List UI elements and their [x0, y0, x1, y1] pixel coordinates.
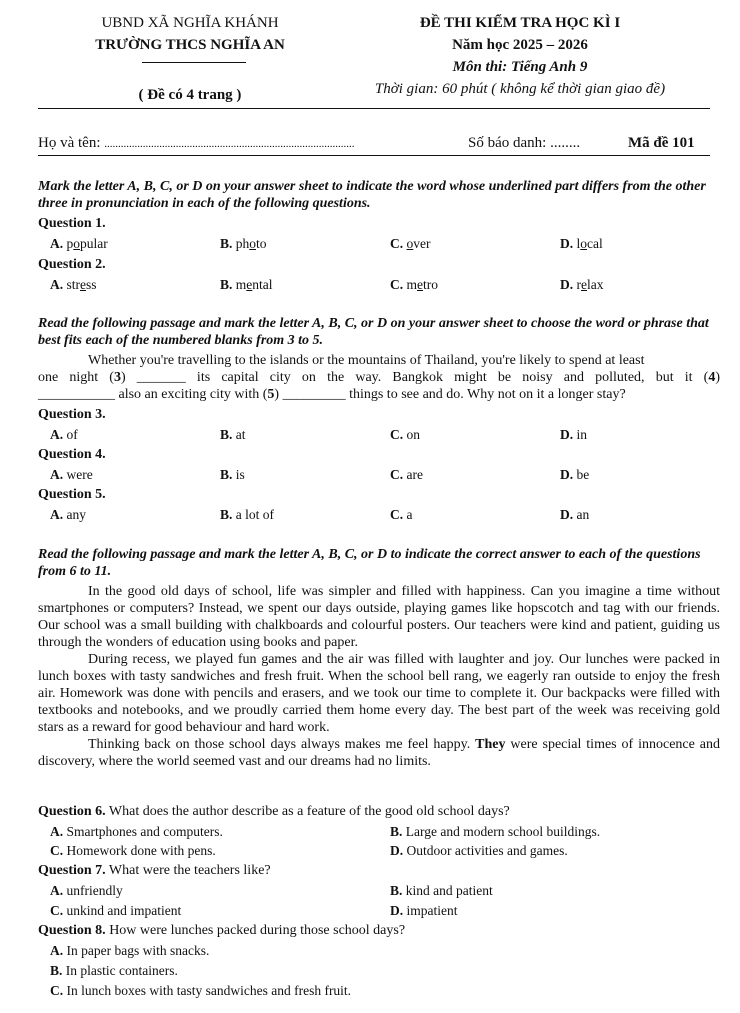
header-right	[345, 12, 695, 100]
option-d: D. an	[560, 507, 590, 522]
question-1-label: Question 1.	[38, 216, 106, 231]
option-a: A. unfriendly	[50, 883, 123, 898]
header-left	[60, 12, 320, 56]
option-d: D. local	[560, 236, 603, 251]
school-year: Năm học 2025 – 2026	[452, 37, 588, 53]
question-7: Question 7. What were the teachers like?	[38, 863, 271, 878]
student-info-row	[38, 134, 710, 154]
name-dots: ...........................................................................................	[104, 138, 355, 150]
section2-instruction: Read the following passage and mark the letter A, B, C, or D on your answer sheet to choose the word or phrase that best fits each of the numbered blanks from 3 to 5.	[38, 316, 709, 348]
option-b: B. at	[220, 427, 246, 442]
exam-duration: Thời gian: 60 phút ( không kể thời gian giao đề)	[374, 81, 666, 97]
question-6: Question 6. What does the author describe as a feature of the good old school days?	[38, 804, 510, 819]
option-d: D. relax	[560, 277, 604, 292]
option-c: C. a	[390, 507, 413, 522]
option-a: A. of	[50, 427, 78, 442]
passage-paragraph-1: In the good old days of school, life was simpler and filled with happiness. Can you imagine a time without smartphones or computers? Instead, we spent our days outside, playing games like hopscotch and tag with our friends. Our school was a small building with chalkboards and colourful posters. Our teachers were kind and patient, guiding us through the wonders of education using books and paper.	[38, 584, 720, 650]
exam-code: Mã đề 101	[628, 135, 695, 151]
section3-instruction: Read the following passage and mark the letter A, B, C, or D to indicate the correct answer to each of the questions from 6 to 11.	[38, 547, 701, 579]
option-d: D. Outdoor activities and games.	[390, 843, 568, 858]
option-a: A. Smartphones and computers.	[50, 824, 223, 839]
name-label: Họ và tên:	[38, 135, 105, 151]
question-4-label: Question 4.	[38, 447, 106, 462]
passage-school-days	[38, 583, 720, 770]
option-c: C. unkind and impatient	[50, 903, 182, 918]
option-c: C. over	[390, 236, 431, 251]
passage-line-1: Whether you're travelling to the islands or the mountains of Thailand, you're likely to spend at least	[88, 353, 645, 368]
option-b: B. photo	[220, 236, 267, 251]
option-b: B. Large and modern school buildings.	[390, 824, 601, 839]
passage-paragraph-3: Thinking back on those school days always makes me feel happy. They were special times of innocence and discovery, where the world seemed vast and our dreams had no limits.	[38, 737, 720, 769]
question-3-label: Question 3.	[38, 407, 106, 422]
option-c: C. on	[390, 427, 420, 442]
section1-instruction: Mark the letter A, B, C, or D on your answer sheet to indicate the word whose underlined part differs from the other three in pronunciation in each of the following questions.	[38, 179, 706, 211]
option-c: C. are	[390, 467, 423, 482]
district-name: UBND XÃ NGHĨA KHÁNH	[101, 15, 279, 31]
passage-thailand	[38, 352, 720, 403]
option-c: C. metro	[390, 277, 439, 292]
option-b: B. kind and patient	[390, 883, 493, 898]
page-count: ( Đề có 4 trang )	[138, 87, 242, 103]
question-8-option-a: A. In paper bags with snacks.	[50, 943, 210, 958]
candidate-number: Số báo danh: ........	[468, 135, 581, 151]
option-b: B. a lot of	[220, 507, 275, 522]
option-d: D. impatient	[390, 903, 458, 918]
school-name: TRƯỜNG THCS NGHĨA AN	[95, 37, 285, 53]
passage-paragraph-2: During recess, we played fun games and the air was filled with laughter and joy. Our lunches were packed in lunch boxes with tasty sandwiches and fresh fruit. When the school bell rang, we eagerly ran outside to enjoy the fresh air. Homework was done with pencils and erasers, and we took our time to complete it. Our backpacks were filled with textbooks and notebooks, and we proudly carried them home every day. The best part of the week was receiving gold stars as a reward for good behaviour and hard work.	[38, 652, 720, 735]
exam-title: ĐỀ THI KIỂM TRA HỌC KÌ I	[419, 15, 621, 31]
option-a: A. were	[50, 467, 93, 482]
question-8: Question 8. How were lunches packed during those school days?	[38, 923, 406, 938]
school-underline	[142, 62, 246, 63]
header-rule	[38, 108, 710, 109]
passage-line-2: one night (3) _______ its capital city on the way. Bangkok might be noisy and polluted, but it (4)	[38, 370, 720, 385]
passage-line-3: ___________ also an exciting city with (5) _________ things to see and do. Why not on it a longer stay?	[38, 387, 626, 402]
question-8-option-c: C. In lunch boxes with tasty sandwiches and fresh fruit.	[50, 983, 352, 998]
question-5-label: Question 5.	[38, 487, 106, 502]
info-rule	[38, 155, 710, 156]
option-a: A. any	[50, 507, 86, 522]
option-a: A. stress	[50, 277, 97, 292]
question-2-label: Question 2.	[38, 257, 106, 272]
option-a: A. popular	[50, 236, 108, 251]
option-d: D. in	[560, 427, 588, 442]
option-d: D. be	[560, 467, 590, 482]
option-b: B. is	[220, 467, 245, 482]
subject: Môn thi: Tiếng Anh 9	[452, 59, 588, 75]
question-8-option-b: B. In plastic containers.	[50, 963, 178, 978]
option-c: C. Homework done with pens.	[50, 843, 216, 858]
option-b: B. mental	[220, 277, 273, 292]
